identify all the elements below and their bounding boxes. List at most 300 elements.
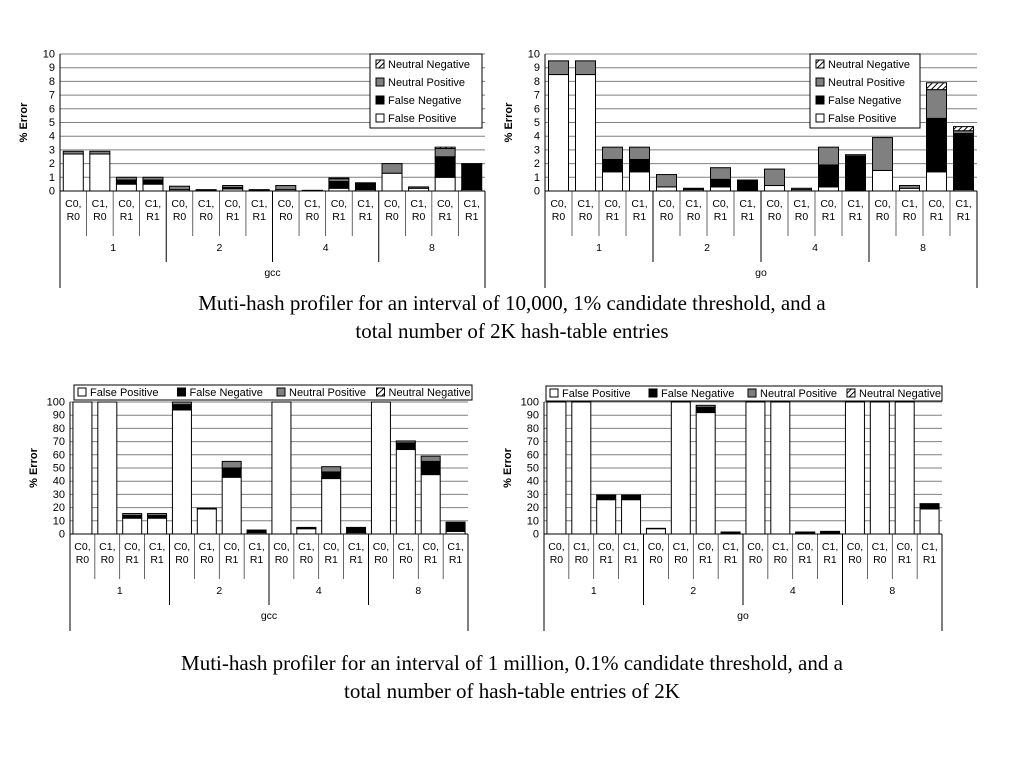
bar-label: C0, (712, 198, 729, 210)
bar-false-positive-g1-b4 (630, 172, 650, 191)
legend-entry-false-negative: False Negative (661, 388, 735, 400)
bar-label: R1 (632, 211, 647, 223)
bar-label: R0 (674, 554, 688, 566)
group-label: 4 (315, 585, 322, 597)
bar-neutral-positive-g4-b3 (322, 467, 341, 472)
bar-label: C0, (550, 198, 567, 210)
bar-false-negative-g1-b3 (116, 180, 136, 184)
legend-swatch-neutral-positive (376, 78, 384, 86)
y-tick-label: 4 (48, 130, 55, 143)
bar-false-positive-g4-b3 (819, 187, 839, 191)
bar-label: R0 (411, 211, 426, 223)
bar-label: R0 (305, 211, 320, 223)
bar-label: R1 (605, 211, 620, 223)
caption-top-line1: Muti-hash profiler for an interval of 10,000, 1% candidate threshold, and a (198, 291, 826, 315)
bar-false-positive-g2-b3 (711, 187, 731, 191)
bar-label: R1 (324, 554, 338, 566)
bar-false-positive-g8-b2 (396, 450, 415, 534)
bar-neutral-positive-g2-b1 (170, 186, 190, 189)
y-tick-label: 20 (526, 502, 539, 515)
bar-label: R0 (200, 554, 214, 566)
bar-neutral-positive-g1-b4 (630, 147, 650, 159)
bar-false-positive-g4-b1 (746, 402, 765, 534)
legend-swatch-false-positive (550, 389, 558, 397)
legend-entry-neutral-negative: Neutral Negative (388, 59, 470, 71)
y-tick-label: 70 (52, 436, 65, 449)
bar-false-positive-g1-b1 (547, 402, 566, 534)
bar-neutral-positive-g8-b2 (900, 186, 920, 189)
y-tick-label: 60 (52, 449, 65, 462)
bar-false-positive-g8-b1 (873, 170, 893, 191)
bar-label: C0, (124, 541, 141, 553)
bar-neutral-positive-g1-b4 (622, 495, 641, 496)
bar-neutral-positive-g2-b3 (711, 168, 731, 180)
y-tick-label: 1 (48, 171, 55, 184)
legend-entry-neutral-negative: Neutral Negative (859, 388, 941, 400)
group-label: 1 (596, 242, 602, 254)
y-tick-label: 7 (533, 89, 540, 102)
bar-label: R1 (119, 211, 134, 223)
bar-neutral-positive-g1-b4 (148, 514, 167, 516)
x-axis-label: gcc (260, 610, 278, 622)
bar-false-positive-g8-b3 (435, 177, 455, 191)
bar-label: C0, (173, 541, 191, 553)
legend-entry-neutral-positive: Neutral Positive (388, 77, 466, 89)
y-tick-label: 9 (48, 62, 55, 75)
x-axis-label: go (755, 267, 767, 279)
bar-label: C1, (198, 541, 215, 553)
bar-label: C1, (685, 198, 702, 210)
bar-label: C1, (410, 198, 427, 210)
bar-false-negative-g2-b2 (197, 508, 216, 509)
bar-label: C0, (846, 541, 864, 553)
bar-neutral-positive-g1-b2 (90, 151, 110, 154)
chart-svg (503, 40, 985, 279)
bar-false-negative-g2-b3 (222, 468, 241, 477)
bar-label: R1 (249, 554, 264, 566)
bar-label: C1, (871, 541, 888, 553)
bar-label: C1, (347, 541, 365, 553)
bar-neutral-positive-g8-b1 (873, 138, 893, 171)
bar-false-positive-g4-b2 (302, 190, 322, 191)
legend-swatch-false-negative (178, 388, 186, 396)
bar-false-positive-g2-b3 (222, 477, 241, 534)
y-axis-label: % Error (18, 102, 30, 143)
bar-label: C1, (144, 198, 162, 210)
group-label: 1 (110, 242, 117, 254)
bar-label: R0 (279, 211, 293, 223)
y-tick-label: 90 (526, 409, 539, 422)
bar-label: R0 (175, 554, 189, 566)
chart-svg (10, 40, 490, 279)
bar-label: C1, (921, 541, 938, 553)
bar-false-negative-g4-b4 (821, 531, 840, 533)
y-tick-label: 70 (526, 436, 539, 449)
bar-false-positive-g8-b3 (895, 402, 914, 534)
bar-false-positive-g1-b2 (98, 402, 117, 534)
bar-false-negative-g1-b4 (143, 180, 163, 184)
bar-label: R0 (274, 554, 289, 566)
group-label: 4 (812, 242, 818, 254)
bar-false-positive-g1-b1 (63, 154, 83, 191)
bar-neutral-positive-g2-b1 (172, 402, 191, 405)
y-tick-label: 80 (526, 422, 539, 435)
y-tick-label: 30 (526, 488, 539, 501)
bar-label: R0 (374, 554, 388, 566)
chart-svg (492, 380, 952, 622)
x-axis-label: gcc (264, 267, 281, 279)
y-tick-label: 9 (533, 62, 540, 75)
bar-neutral-positive-g2-b4 (738, 180, 758, 181)
bar-false-positive-g1-b4 (148, 518, 167, 534)
bar-label: C1, (91, 198, 109, 210)
bar-label: C0, (422, 541, 439, 553)
bar-false-positive-g4-b3 (322, 479, 341, 534)
bar-false-positive-g1-b2 (572, 402, 591, 534)
bar-neutral-positive-g4-b3 (819, 147, 839, 165)
y-tick-label: 40 (52, 475, 65, 488)
bar-label: R0 (659, 211, 674, 223)
bar-false-negative-g2-b3 (711, 179, 731, 187)
bar-label: R0 (172, 211, 187, 223)
legend-entry-false-negative: False Negative (189, 387, 263, 399)
bar-label: R1 (252, 211, 266, 223)
bar-label: R1 (599, 554, 613, 566)
bar-false-negative-g8-b4 (954, 133, 974, 189)
bar-label: R0 (549, 554, 564, 566)
y-tick-label: 40 (526, 475, 539, 488)
bar-false-positive-g8-b1 (371, 402, 390, 534)
bar-false-positive-g1-b2 (90, 154, 110, 191)
bar-neutral-positive-g2-b3 (223, 186, 243, 188)
bar-label: R1 (798, 554, 812, 566)
legend-swatch-neutral-positive (277, 388, 285, 396)
bar-neutral-negative-g8-b4 (462, 164, 482, 165)
bar-false-positive-g1-b3 (123, 518, 142, 534)
bar-label: R0 (767, 211, 782, 223)
bar-false-negative-g4-b3 (796, 532, 815, 533)
y-tick-label: 0 (48, 185, 55, 198)
y-tick-label: 80 (52, 422, 65, 435)
bar-neutral-positive-g4-b1 (765, 169, 785, 185)
legend-entry-false-positive: False Positive (388, 113, 457, 125)
bar-label: R0 (875, 211, 890, 223)
legend-swatch-false-positive (78, 388, 86, 396)
bar-neutral-negative-g8-b4 (954, 127, 974, 131)
legend-entry-neutral-positive: Neutral Positive (828, 77, 906, 89)
bar-label: R1 (438, 211, 452, 223)
y-axis-label: % Error (502, 448, 514, 488)
bar-neutral-positive-g2-b3 (696, 405, 715, 407)
bar-false-positive-g1-b1 (73, 402, 92, 534)
bar-label: R1 (821, 211, 836, 223)
bar-neutral-positive-g1-b2 (576, 61, 596, 75)
bar-false-positive-g8-b3 (421, 475, 440, 534)
bar-label: C0, (436, 198, 454, 210)
group-label: 2 (704, 242, 710, 254)
group-label: 1 (590, 585, 597, 597)
bar-label: C0, (697, 541, 714, 553)
bar-neutral-positive-g2-b1 (657, 175, 677, 187)
bar-label: C1, (463, 198, 480, 210)
bar-label: R1 (225, 211, 240, 223)
bar-label: R0 (649, 554, 663, 566)
legend-swatch-neutral-negative (816, 60, 824, 68)
bar-false-positive-g2-b1 (657, 187, 677, 191)
legend-entry-false-negative: False Negative (388, 95, 462, 107)
y-tick-label: 2 (533, 158, 540, 171)
bar-label: C0, (171, 198, 188, 210)
bar-label: R1 (624, 554, 638, 566)
bar-label: R0 (873, 554, 887, 566)
legend-entry-false-positive: False Positive (90, 387, 159, 399)
bar-neutral-positive-g1-b3 (116, 177, 136, 180)
bar-label: R0 (100, 554, 115, 566)
bar-false-negative-g8-b2 (396, 443, 415, 450)
bar-label: R1 (349, 554, 363, 566)
legend-entry-neutral-positive: Neutral Positive (760, 388, 838, 400)
bar-label: R1 (698, 554, 713, 566)
legend-entry-false-positive: False Positive (828, 113, 897, 125)
bar-label: R0 (399, 554, 413, 566)
bar-false-negative-g8-b4 (920, 504, 939, 509)
bar-false-positive-g4-b1 (765, 186, 785, 191)
y-tick-label: 5 (533, 117, 540, 129)
bar-label: R0 (686, 211, 701, 223)
bar-label: C0, (896, 541, 913, 553)
bar-label: C1, (821, 541, 839, 553)
bar-label: C1, (304, 198, 321, 210)
bar-label: C1, (722, 541, 739, 553)
y-tick-label: 10 (42, 48, 55, 61)
bar-label: C0, (383, 198, 401, 210)
bar-label: R0 (66, 211, 80, 223)
bar-false-positive-g1-b3 (116, 184, 136, 191)
bar-label: C0, (372, 541, 390, 553)
bar-label: C1, (672, 541, 689, 553)
y-tick-label: 4 (533, 130, 540, 143)
bar-label: C0, (928, 198, 945, 210)
group-label: 8 (415, 585, 422, 597)
bar-false-positive-g1-b2 (576, 75, 596, 191)
bar-label: R0 (794, 211, 809, 223)
bar-label: R1 (332, 211, 346, 223)
bar-false-negative-g4-b4 (355, 183, 375, 190)
chart-go-interval-1million (492, 380, 952, 622)
bar-neutral-positive-g8-b3 (435, 149, 455, 157)
bar-neutral-positive-g8-b3 (927, 90, 947, 119)
legend-swatch-false-negative (649, 389, 657, 397)
bar-label: C0, (273, 541, 290, 553)
y-tick-label: 50 (52, 462, 65, 475)
bar-false-positive-g8-b1 (382, 173, 402, 191)
bar-neutral-negative-g8-b3 (927, 83, 947, 90)
bar-false-negative-g8-b3 (435, 157, 455, 178)
bar-false-negative-g2-b4 (721, 532, 740, 533)
legend-entry-neutral-negative: Neutral Negative (828, 59, 910, 71)
legend-swatch-neutral-positive (748, 389, 756, 397)
legend-swatch-false-negative (816, 96, 824, 104)
bar-label: R1 (929, 211, 944, 223)
bar-label: R0 (902, 211, 917, 223)
bar-label: R1 (713, 211, 728, 223)
bar-label: C0, (330, 198, 348, 210)
bar-false-negative-g2-b3 (696, 407, 715, 412)
y-tick-label: 60 (526, 449, 539, 462)
bar-label: C1, (573, 541, 590, 553)
bar-false-negative-g2-b4 (738, 181, 758, 191)
bar-neutral-positive-g4-b4 (846, 155, 866, 156)
y-tick-label: 10 (526, 515, 539, 528)
bar-label: R1 (150, 554, 164, 566)
x-axis-label: go (737, 610, 749, 622)
bar-false-negative-g8-b3 (421, 461, 440, 474)
bar-label: R0 (551, 211, 566, 223)
bar-false-negative-g4-b3 (329, 181, 349, 188)
bar-label: R0 (848, 554, 862, 566)
bar-neutral-negative-g4-b3 (329, 178, 349, 179)
bar-label: C0, (223, 541, 240, 553)
bar-false-positive-g1-b3 (597, 500, 616, 534)
bar-label: R1 (146, 211, 160, 223)
bar-label: R0 (93, 211, 107, 223)
bar-false-positive-g8-b3 (927, 172, 947, 191)
bar-false-positive-g1-b1 (549, 75, 569, 191)
group-label: 2 (216, 585, 223, 597)
bar-label: C0, (65, 198, 82, 210)
bar-false-negative-g1-b3 (603, 159, 623, 171)
legend-entry-neutral-negative: Neutral Negative (388, 387, 471, 399)
bar-label: C1, (955, 198, 972, 210)
group-label: 8 (920, 242, 926, 254)
bar-label: C1, (251, 198, 268, 210)
bar-label: C0, (548, 541, 565, 553)
bar-neutral-positive-g1-b1 (549, 61, 569, 75)
bar-label: R1 (922, 554, 937, 566)
bar-false-negative-g1-b4 (630, 159, 650, 171)
y-axis-label: % Error (28, 448, 40, 488)
caption-top-line2: total number of 2K hash-table entries (355, 319, 669, 343)
legend-swatch-false-positive (816, 114, 824, 122)
bar-false-positive-g8-b4 (920, 509, 939, 534)
bar-false-negative-g2-b4 (247, 530, 266, 533)
group-label: 1 (116, 585, 123, 597)
legend-entry-false-positive: False Positive (562, 388, 631, 400)
y-tick-label: 3 (48, 144, 55, 157)
bar-label: C1, (447, 541, 464, 553)
bar-label: C0, (323, 541, 340, 553)
bar-label: R1 (448, 554, 463, 566)
bar-false-negative-g1-b4 (622, 496, 641, 500)
bar-label: C1, (248, 541, 265, 553)
bar-label: C1, (847, 198, 864, 210)
y-tick-label: 100 (46, 396, 65, 409)
legend-swatch-false-negative (376, 96, 384, 104)
bar-false-positive-g1-b4 (622, 500, 641, 534)
y-tick-label: 100 (520, 396, 539, 409)
legend-swatch-neutral-negative (376, 60, 384, 68)
bar-label: C1, (397, 541, 414, 553)
bar-label: C0, (647, 541, 665, 553)
caption-bottom-line2: total number of hash-table entries of 2K (344, 679, 680, 703)
bar-label: C1, (772, 541, 789, 553)
bar-neutral-positive-g4-b2 (297, 527, 316, 528)
y-tick-label: 30 (52, 488, 65, 501)
bar-false-positive-g4-b2 (771, 402, 790, 534)
bar-neutral-positive-g8-b2 (396, 441, 415, 443)
legend-entry-neutral-positive: Neutral Positive (289, 387, 367, 399)
bar-label: R0 (199, 211, 213, 223)
bar-neutral-positive-g1-b3 (603, 147, 623, 159)
bar-label: C0, (74, 541, 91, 553)
bar-false-negative-g8-b3 (927, 118, 947, 171)
bar-false-negative-g4-b3 (322, 472, 341, 479)
bar-label: C1, (631, 198, 648, 210)
bar-label: C1, (99, 541, 116, 553)
caption-bottom-line1: Muti-hash profiler for an interval of 1 million, 0.1% candidate threshold, and a (181, 651, 843, 675)
bar-false-negative-g4-b4 (846, 156, 866, 190)
bar-false-negative-g2-b2 (196, 190, 216, 191)
y-tick-label: 6 (533, 103, 540, 116)
y-axis-label: % Error (503, 102, 515, 143)
chart-svg (18, 380, 478, 622)
bar-neutral-positive-g1-b1 (63, 151, 83, 154)
bar-label: R1 (358, 211, 373, 223)
bar-false-positive-g2-b1 (172, 410, 191, 534)
bar-label: R1 (848, 211, 863, 223)
bar-label: C0, (604, 198, 621, 210)
bar-false-positive-g4-b2 (297, 529, 316, 534)
bar-label: C1, (793, 198, 810, 210)
bar-neutral-positive-g1-b3 (123, 514, 142, 516)
bar-false-negative-g4-b4 (347, 527, 366, 532)
y-tick-label: 1 (533, 171, 540, 184)
bar-label: R0 (578, 211, 593, 223)
y-tick-label: 10 (52, 515, 65, 528)
bar-label: R0 (574, 554, 589, 566)
bar-false-positive-g4-b1 (272, 402, 291, 534)
y-tick-label: 7 (48, 89, 55, 102)
bar-false-positive-g2-b3 (696, 413, 715, 534)
y-tick-label: 0 (532, 528, 539, 541)
legend-swatch-false-positive (376, 114, 384, 122)
group-label: 2 (690, 585, 697, 597)
y-tick-label: 8 (48, 75, 55, 88)
bar-label: R1 (823, 554, 837, 566)
bar-neutral-positive-g4-b1 (276, 186, 296, 190)
bar-label: R1 (723, 554, 738, 566)
bar-label: R0 (299, 554, 314, 566)
legend-entry-false-negative: False Negative (828, 95, 902, 107)
y-tick-label: 8 (533, 75, 540, 88)
group-label: 4 (789, 585, 796, 597)
bar-label: C1, (622, 541, 640, 553)
bar-label: C0, (766, 198, 783, 210)
bar-label: R1 (956, 211, 971, 223)
bar-label: C0, (277, 198, 294, 210)
legend-swatch-neutral-negative (377, 388, 385, 396)
bar-label: R1 (465, 211, 479, 223)
bar-label: C1, (577, 198, 594, 210)
bar-neutral-positive-g1-b4 (143, 177, 163, 180)
bar-false-positive-g2-b2 (671, 402, 690, 534)
group-label: 8 (889, 585, 896, 597)
bar-label: C0, (797, 541, 814, 553)
caption-bottom (0, 649, 1024, 705)
y-tick-label: 3 (533, 144, 540, 157)
bar-neutral-positive-g8-b3 (421, 456, 440, 461)
group-label: 2 (216, 242, 223, 254)
